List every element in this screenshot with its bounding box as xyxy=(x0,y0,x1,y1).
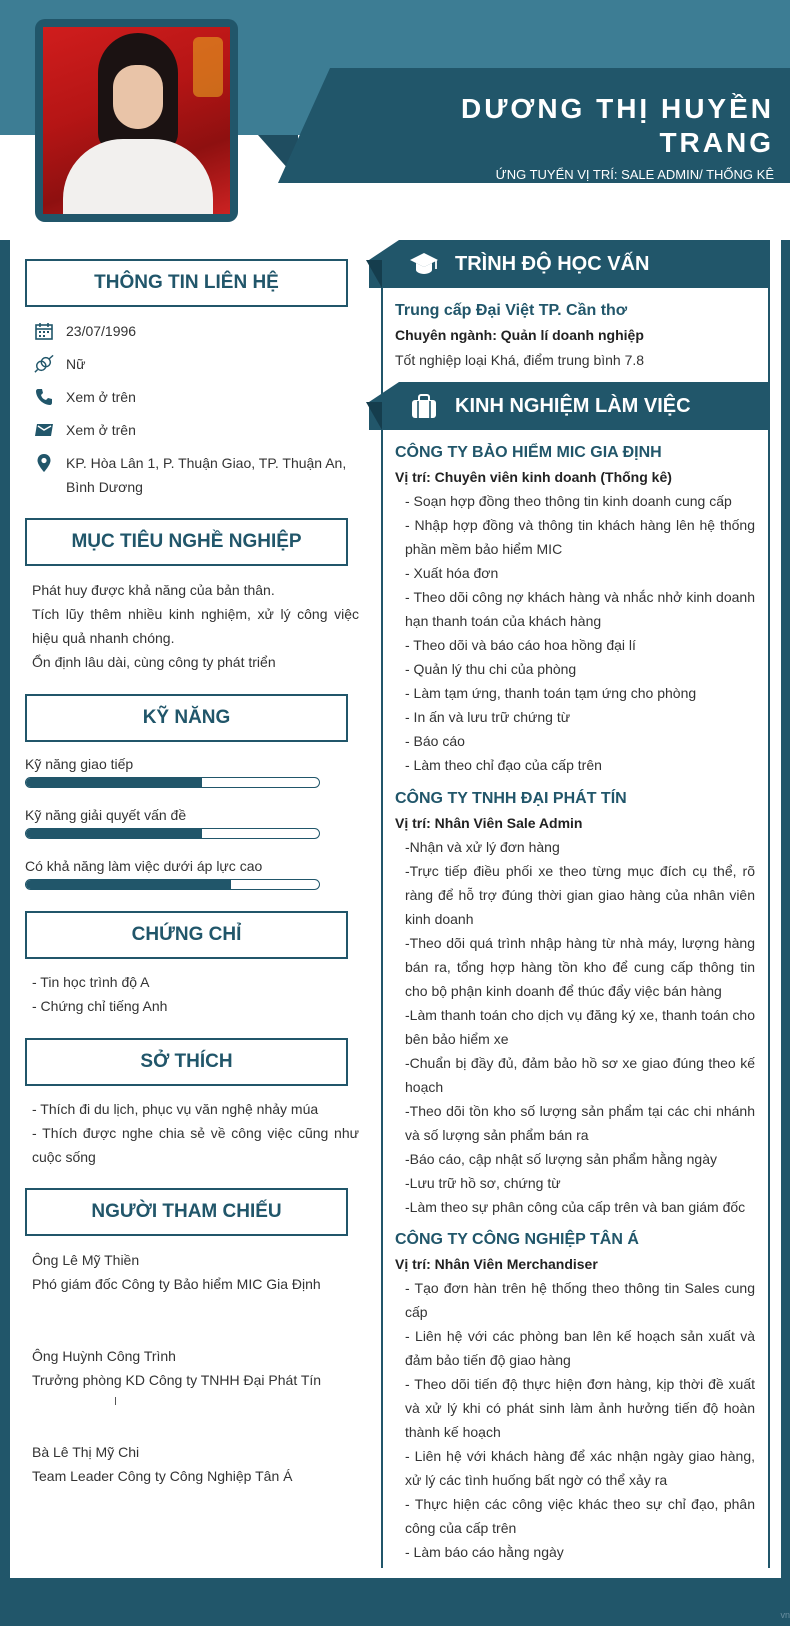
gender-value: Nữ xyxy=(66,356,86,372)
contact-address xyxy=(32,451,352,499)
certificate-item: - Tin học trình độ A xyxy=(32,974,150,990)
objective-text xyxy=(32,578,359,674)
task-item: - Theo dõi công nợ khách hàng và nhắc nhở kinh doanh hạn thanh toán của khách hàng xyxy=(405,589,755,629)
reference-role: Trưởng phòng KD Công ty TNHH Đại Phát Tín xyxy=(32,1372,322,1388)
job-tasks xyxy=(405,1276,755,1564)
skill-label: Có khả năng làm việc dưới áp lực cao xyxy=(25,858,263,874)
education-header xyxy=(369,240,770,288)
contact-email xyxy=(32,418,352,442)
certificate-item: - Chứng chỉ tiếng Anh xyxy=(32,998,168,1014)
contact-birthday xyxy=(32,319,352,343)
right-column-line-outer xyxy=(768,288,770,1568)
task-item: - Liên hệ với các phòng ban lên kế hoạch sản xuất và đảm bảo tiến độ giao hàng xyxy=(405,1328,755,1368)
location-pin-icon xyxy=(32,451,66,475)
task-item: -Làm thanh toán cho dịch vụ đăng ký xe, thanh toán cho bên bảo hiểm xe xyxy=(405,1007,755,1047)
reference-role: Phó giám đốc Công ty Bảo hiểm MIC Gia Định xyxy=(32,1276,321,1292)
skill-bar xyxy=(25,828,320,839)
company-name: CÔNG TY BẢO HIỂM MIC GIA ĐỊNH xyxy=(395,444,662,461)
reference-item xyxy=(32,1440,359,1488)
school-name: Trung cấp Đại Việt TP. Cần thơ xyxy=(395,302,628,319)
reference-name: Ông Huỳnh Công Trình xyxy=(32,1348,176,1364)
education-major: Chuyên ngành: Quản lí doanh nghiệp xyxy=(395,327,644,343)
reference-item xyxy=(32,1344,359,1392)
objective-section-title: MỤC TIÊU NGHỀ NGHIỆP xyxy=(25,518,348,566)
company-name: CÔNG TY CÔNG NGHIỆP TÂN Á xyxy=(395,1231,639,1248)
task-item: -Trực tiếp điều phối xe theo từng mục đích cụ thể, rõ ràng để hỗ trợ đúng thời gian giao hàng của nhân viên kinh doanh xyxy=(405,863,755,927)
reference-item xyxy=(32,1248,359,1296)
gender-icon xyxy=(32,352,66,376)
task-item: - Liên hệ với khách hàng để xác nhận ngày giao hàng, xử lý các tình huống bất ngờ có thể xảy ra xyxy=(405,1448,755,1488)
objective-line: Ổn định lâu dài, cùng công ty phát triển xyxy=(32,654,276,670)
contact-gender xyxy=(32,352,352,376)
apply-position: ỨNG TUYỂN VỊ TRÍ: SALE ADMIN/ THỐNG KÊ xyxy=(495,167,774,182)
task-item: -Nhận và xử lý đơn hàng xyxy=(405,839,560,855)
avatar xyxy=(43,27,230,214)
certificates-section-title: CHỨNG CHỈ xyxy=(25,911,348,959)
contact-section-title: THÔNG TIN LIÊN HỆ xyxy=(25,259,348,307)
address-value: KP. Hòa Lân 1, P. Thuận Giao, TP. Thuận An, Bình Dương xyxy=(66,455,347,495)
task-item: -Theo dõi quá trình nhập hàng từ nhà máy, lượng hàng bán ra, tổng hợp hàng tồn kho để cung cấp thông tin cho bộ phận kinh doanh để thúc đẩy việc bán hàng xyxy=(405,935,755,999)
task-item: - Theo dõi và báo cáo hoa hồng đại lí xyxy=(405,637,636,653)
contact-phone xyxy=(32,385,352,409)
task-item: -Lưu trữ hồ sơ, chứng từ xyxy=(405,1175,561,1191)
task-item: - Thực hiện các công việc khác theo sự chỉ đạo, phân công của cấp trên xyxy=(405,1496,755,1536)
hobbies-list xyxy=(32,1097,359,1169)
hobby-item: - Thích đi du lịch, phục vụ văn nghệ nhảy múa xyxy=(32,1101,319,1117)
experience-title: KINH NGHIỆM LÀM VIỆC xyxy=(455,394,691,417)
reference-role: Team Leader Công ty Công Nghiệp Tân Á xyxy=(32,1468,293,1484)
calendar-icon xyxy=(32,319,66,343)
task-item: - Xuất hóa đơn xyxy=(405,565,499,581)
task-item: -Báo cáo, cập nhật số lượng sản phẩm hằng ngày xyxy=(405,1151,717,1167)
footer-band xyxy=(0,1578,790,1626)
skill-fill xyxy=(26,880,231,889)
objective-line: Phát huy được khả năng của bản thân. xyxy=(32,582,275,598)
skill-bar xyxy=(25,777,320,788)
email-icon xyxy=(32,418,66,442)
task-item: - Tạo đơn hàn trên hệ thống theo thông tin Sales cung cấp xyxy=(405,1280,755,1320)
graduation-cap-icon xyxy=(409,250,439,278)
task-item: - Làm báo cáo hằng ngày xyxy=(405,1544,564,1560)
briefcase-icon xyxy=(409,392,439,420)
task-item: - Báo cáo xyxy=(405,733,465,749)
name-line-2: TRANG xyxy=(659,127,774,158)
task-item: - Làm theo chỉ đạo của cấp trên xyxy=(405,757,602,773)
candidate-name xyxy=(354,92,774,160)
objective-line: Tích lũy thêm nhiều kinh nghiệm, xử lý công việc hiệu quả nhanh chóng. xyxy=(32,606,359,646)
education-result: Tốt nghiệp loại Khá, điểm trung bình 7.8 xyxy=(395,352,645,368)
references-section-title: NGƯỜI THAM CHIẾU xyxy=(25,1188,348,1236)
email-value: Xem ở trên xyxy=(66,422,136,438)
skill-bar xyxy=(25,879,320,890)
job-position: Vị trí: Chuyên viên kinh doanh (Thống kê) xyxy=(395,469,672,485)
skill-label: Kỹ năng giải quyết vấn đề xyxy=(25,807,187,823)
task-item: - Soạn hợp đồng theo thông tin kinh doanh cung cấp xyxy=(405,493,732,509)
task-item: - In ấn và lưu trữ chứng từ xyxy=(405,709,571,725)
phone-icon xyxy=(32,385,66,409)
task-item: - Làm tạm ứng, thanh toán tạm ứng cho phòng xyxy=(405,685,697,701)
phone-value: Xem ở trên xyxy=(66,389,136,405)
skill-fill xyxy=(26,829,202,838)
right-border xyxy=(781,240,790,1580)
company-name: CÔNG TY TNHH ĐẠI PHÁT TÍN xyxy=(395,790,627,807)
hobbies-section-title: SỞ THÍCH xyxy=(25,1038,348,1086)
left-border xyxy=(0,240,10,1580)
task-item: - Nhập hợp đồng và thông tin khách hàng lên hệ thống phần mềm bảo hiểm MIC xyxy=(405,517,755,557)
task-item: -Theo dõi tồn kho số lượng sản phẩm tại các chi nhánh và số lượng sản phẩm bán ra xyxy=(405,1103,755,1143)
right-column-line xyxy=(381,288,383,1568)
reference-name: Ông Lê Mỹ Thiền xyxy=(32,1252,140,1268)
task-item: - Quản lý thu chi của phòng xyxy=(405,661,577,677)
name-line-1: DƯƠNG THỊ HUYỀN xyxy=(460,93,774,124)
task-item: -Chuẩn bị đầy đủ, đảm bảo hồ sơ xe giao đúng theo kế hoạch xyxy=(405,1055,755,1095)
experience-header xyxy=(369,382,770,430)
job-position: Vị trí: Nhân Viên Merchandiser xyxy=(395,1256,598,1272)
certificates-list xyxy=(32,970,359,1018)
job-position: Vị trí: Nhân Viên Sale Admin xyxy=(395,815,583,831)
hobby-item: - Thích được nghe chia sẻ về công việc cũng như cuộc sống xyxy=(32,1125,359,1165)
task-item: - Theo dõi tiến độ thực hiện đơn hàng, kịp thời đề xuất và xử lý khi có phát sinh làm ảnh hưởng tiến độ hoàn thành kế hoạch xyxy=(405,1376,755,1440)
education-title: TRÌNH ĐỘ HỌC VẤN xyxy=(455,252,650,275)
stray-mark xyxy=(115,1397,116,1405)
job-tasks xyxy=(405,489,755,777)
reference-name: Bà Lê Thị Mỹ Chi xyxy=(32,1444,140,1460)
job-tasks xyxy=(405,835,755,1219)
task-item: -Làm theo sự phân công của cấp trên và ban giám đốc xyxy=(405,1199,746,1215)
avatar-frame xyxy=(35,19,238,222)
birthday-value: 23/07/1996 xyxy=(66,323,137,339)
skill-fill xyxy=(26,778,202,787)
skill-label: Kỹ năng giao tiếp xyxy=(25,756,134,772)
skills-section-title: KỸ NĂNG xyxy=(25,694,348,742)
footer-watermark: vn xyxy=(780,1610,790,1620)
